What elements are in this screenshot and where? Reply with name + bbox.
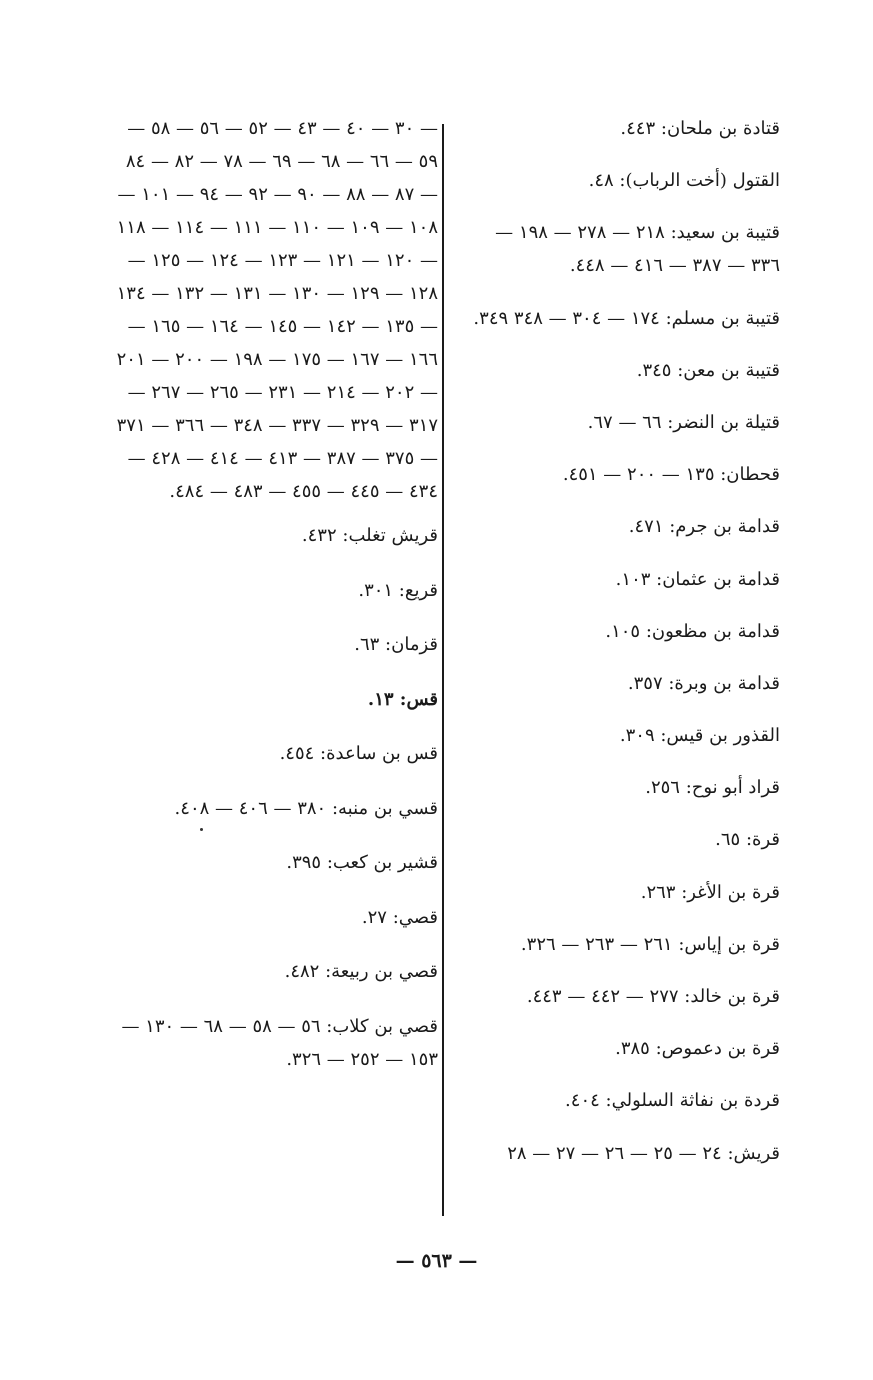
index-entry: قريش تغلب: ٤٣٢.	[301, 525, 438, 546]
index-entry: قتيبة بن مسلم: ١٧٤ — ٣٠٤ — ٣٤٨ ٣٤٩.	[473, 307, 780, 329]
index-entry: قراد أبو نوح: ٢٥٦.	[645, 777, 780, 799]
index-entry: قس بن ساعدة: ٤٥٤.	[279, 743, 438, 764]
index-entry: قريش: ٢٤ — ٢٥ — ٢٦ — ٢٧ — ٢٨	[507, 1142, 780, 1164]
column-divider	[442, 124, 444, 1216]
index-entry: قشير بن كعب: ٣٩٥.	[286, 852, 438, 873]
page-number: — ٥٦٣ —	[395, 1250, 478, 1272]
index-entry: قتيلة بن النضر: ٦٦ — ٦٧.	[587, 411, 780, 433]
index-entry: قدامة بن جرم: ٤٧١.	[628, 516, 780, 538]
index-entry: قسي بن منبه: ٣٨٠ — ٤٠٦ — ٤٠٨.	[174, 797, 438, 819]
index-entry: قرة: ٦٥.	[715, 829, 780, 851]
index-entry: قرة بن دعموص: ٣٨٥.	[615, 1038, 780, 1060]
index-entry: قصي: ٢٧.	[361, 906, 438, 928]
index-entry: قردة بن نفاثة السلولي: ٤٠٤.	[565, 1090, 780, 1112]
index-entry: قدامة بن عثمان: ١٠٣.	[615, 568, 780, 590]
index-entry: قصي بن ربيعة: ٤٨٢.	[284, 961, 438, 982]
index-entry: القتول (أخت الرباب): ٤٨.	[588, 170, 780, 192]
left-index-column	[108, 112, 438, 1097]
index-entry: قريع: ٣٠١.	[358, 579, 438, 601]
index-entry: قرة بن إياس: ٢٦١ — ٢٦٣ — ٣٢٦.	[520, 933, 780, 955]
index-entry: قدامة بن وبرة: ٣٥٧.	[627, 672, 780, 694]
right-index-column	[462, 112, 780, 1189]
index-entry: قزمان: ٦٣.	[354, 634, 438, 655]
index-entry: قتيبة بن معن: ٣٤٥.	[636, 359, 780, 381]
index-entry: قتيبة بن سعيد: ٢١٨ — ٢٧٨ — ١٩٨ — ٣٣٦ — ٣٨٧ — ٤١٦ — ٤٤٨.	[495, 222, 780, 277]
index-entry: قحطان: ١٣٥ — ٢٠٠ — ٤٥١.	[562, 464, 780, 486]
stray-ink-dot	[200, 828, 203, 831]
index-entry: القذور بن قيس: ٣٠٩.	[619, 725, 780, 747]
index-entry: قرة بن الأغر: ٢٦٣.	[640, 881, 780, 903]
index-entry: قصي بن كلاب: ٥٦ — ٥٨ — ٦٨ — ١٣٠ — ١٥٣ — ٢٥٢ — ٣٢٦.	[121, 1015, 438, 1070]
index-entry: قدامة بن مظعون: ١٠٥.	[605, 620, 780, 642]
index-entry: قرة بن خالد: ٢٧٧ — ٤٤٢ — ٤٤٣.	[526, 986, 780, 1007]
index-entry: قتادة بن ملحان: ٤٤٣.	[620, 118, 780, 139]
index-entry: قس: ١٣.	[367, 688, 438, 710]
index-entry-continuation: — ٣٠ — ٤٠ — ٤٣ — ٥٢ — ٥٦ — ٥٨ — ٥٩ — ٦٦ — ٦٨ — ٦٩ — ٧٨ — ٨٢ — ٨٤ — ٨٧ — ٨٨ — ٩٠ — ٩٢ — ٩٤ — ١٠١ — ١٠٨ — ١٠٩ — ١١٠ — ١١١ — ١١٤ — ١١٨ — ١٢٠ — ١٢١ — ١٢٣ — ١٢٤ — ١٢٥ — ١٢٨ — ١٢٩ — ١٣٠ — ١٣١ — ١٣٢ — ١٣٤ — ١٣٥ — ١٤٢ — ١٤٥ — ١٦٤ — ١٦٥ — ١٦٦ — ١٦٧ — ١٧٥ — ١٩٨ — ٢٠٠ — ٢٠١ — ٢٠٢ — ٢١٤ — ٢٣١ — ٢٦٥ — ٢٦٧ — ٣١٧ — ٣٢٩ — ٣٣٧ — ٣٤٨ — ٣٦٦ — ٣٧١ — ٣٧٥ — ٣٨٧ — ٤١٣ — ٤١٤ — ٤٢٨ — ٤٣٤ — ٤٤٥ — ٤٥٥ — ٤٨٣ — ٤٨٤.	[116, 118, 438, 502]
